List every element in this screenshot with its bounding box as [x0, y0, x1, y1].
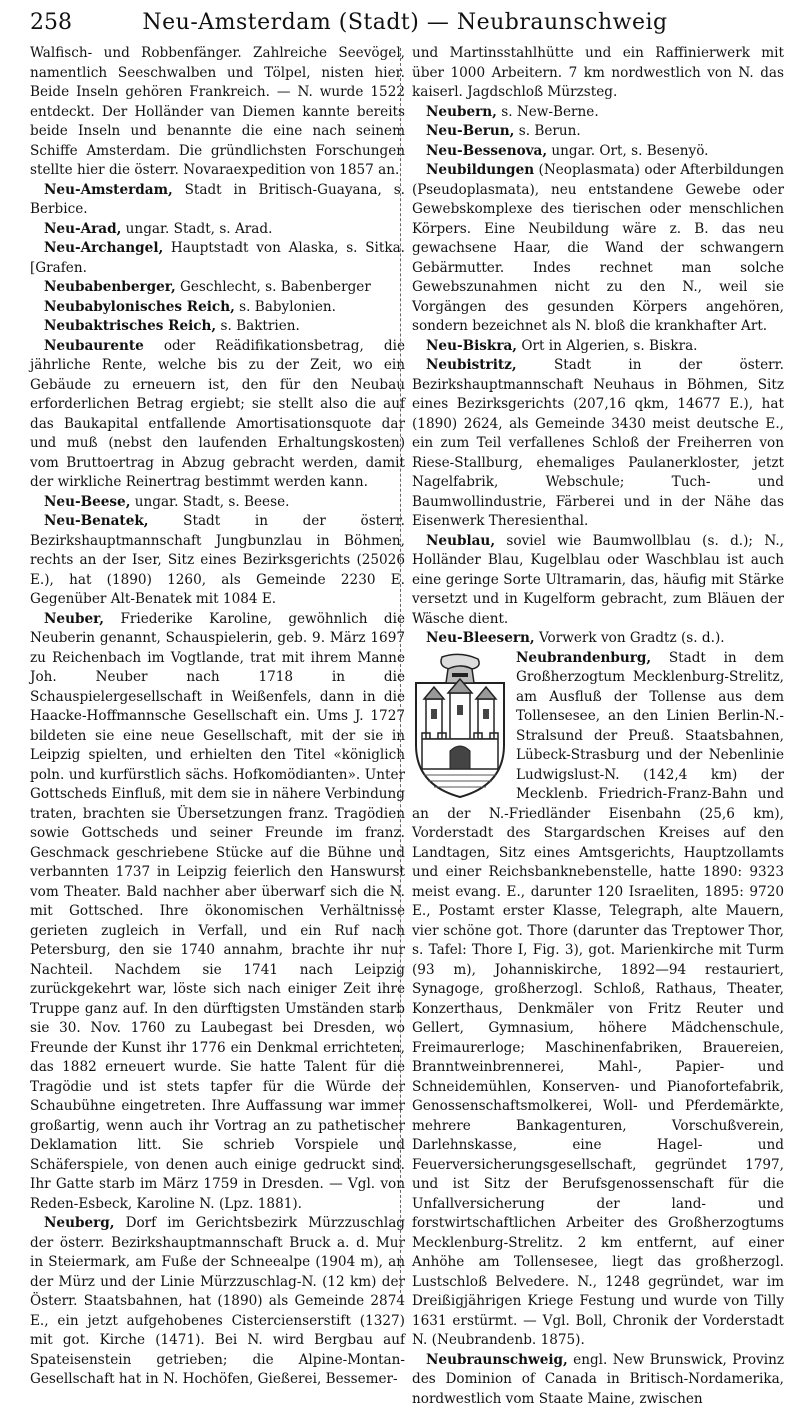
headword: Neubabylonisches Reich, [44, 299, 235, 315]
headword: Neu-Berun, [426, 123, 514, 139]
entry-text: Hauptstadt von Alaska, s. Sitka. [Grafen. [30, 240, 405, 276]
neubrandenburg-coat-of-arms-icon [412, 653, 508, 799]
entry-text: soviel wie Baumwollblau (s. d.); N., Holländer Blau, Kugelblau oder Waschblau ist auch eine geringe Sorte Ultramarin, das, häufig mit Stärke versetzt und in Kugelform gebracht, zum Bläuen der Wäsche dient. [412, 533, 784, 627]
dictionary-entry [30, 220, 405, 240]
headword: Neu-Benatek, [44, 513, 149, 529]
entry-text: Stadt in der österr. Bezirkshauptmannschaft Neuhaus in Böhmen, Sitz eines Bezirksgerichts (207,16 qkm, 14677 E.), hat (1890) 2624, als Gemeinde 3430 meist deutsche E., ein zum Teil verfallenes Schloß der Freiherren von Riese-Stallburg, ehemaliges Paulanerkloster, jetzt Nagelfabrik, Webschule; Tuch- und Baumwollindustrie, Färberei und in der Nähe das Eisenwerk Theresienthal. [412, 357, 784, 529]
dictionary-entry [30, 278, 405, 298]
entry-text: ungar. Ort, s. Besenyö. [547, 143, 708, 159]
entry-text: s. Berun. [514, 123, 580, 139]
dictionary-entry [30, 337, 405, 493]
dictionary-entry [412, 103, 784, 123]
dictionary-entry [412, 122, 784, 142]
headword: Neu-Bessenova, [426, 143, 547, 159]
dictionary-entry [412, 142, 784, 162]
dictionary-entry [30, 44, 405, 181]
headword: Neu-Amsterdam, [44, 182, 173, 198]
entry-text: ungar. Stadt, s. Beese. [130, 494, 289, 510]
dictionary-entry [412, 44, 784, 103]
dictionary-entry [412, 161, 784, 337]
entry-text: oder Reädifikationsbetrag, die jährliche Rente, welche bis zu der Zeit, wo ein Gebäude zu erneuern ist, den für den Neubau erforderlichen Betrag ergiebt; sie stellt also die auf das Baukapital entfallende Amortisationsquote dar und muß (nebst den laufenden Erhaltungskosten) vom Bruttoertrag in Abzug gebracht werden, damit der wirkliche Reinertrag bestimmt werden kann. [30, 338, 405, 491]
entry-text: Walfisch- und Robbenfänger. Zahlreiche Seevögel, namentlich Seeschwalben und Tölpel, nisten hier. Beide Inseln gehören Frankreich. — N. wurde 1522 entdeckt. Der Holländer van Diemen kannte bereits beide Inseln und benannte die eine nach seinem Schiffe Amsterdam. Die gründlichsten Forschungen stellte hier die österr. Novaraexpedition von 1857 an. [30, 45, 405, 178]
headword: Neubildungen [426, 162, 534, 178]
headword: Neuber, [44, 611, 104, 627]
right-column [412, 44, 784, 1409]
right-column-top-entries [412, 44, 784, 649]
entry-text: s. Baktrien. [216, 318, 300, 334]
left-column [30, 44, 405, 1390]
headword: Neubaktrisches Reich, [44, 318, 216, 334]
dictionary-entry [30, 239, 405, 278]
headword: Neubaurente [44, 338, 144, 354]
headword: Neu-Biskra, [426, 338, 517, 354]
headword: Neubabenberger, [44, 279, 176, 295]
running-title: Neu-Amsterdam (Stadt) — Neubraunschweig [30, 10, 780, 35]
entry-text: Vorwerk von Gradtz (s. d.). [535, 630, 725, 646]
entry-text: ungar. Stadt, s. Arad. [121, 221, 272, 237]
entry-text: und Martinsstahlhütte und ein Raffinierwerk mit über 1000 Arbeitern. 7 km nordwestlich von N. das kaiserl. Jagdschloß Mürzsteg. [412, 45, 784, 100]
entry-text: Stadt in dem Großherzogtum Mecklenburg-Strelitz, am Ausfluß der Tollense aus dem Tollensesee, an den Linien Berlin-N.-Stralsund der Preuß. Staatsbahnen, Lübeck-Strasburg und der Nebenlinie Ludwigslust-N. (142,4 km) der Mecklenb. Friedrich-Franz-Bahn und an der N.-Friedländer Eisenbahn (25,6 km), Vorderstadt des Stargardschen Kreises auf den Landtagen, Sitz eines Amtsgerichts, Hauptzollamts und einer Reichsbanknebenstelle, hatte 1890: 9323 meist evang. E., darunter 120 Israeliten, 1895: 9720 E., Postamt erster Klasse, Telegraph, alte Mauern, vier schöne got. Thore (darunter das Treptower Thor, s. Tafel: Thore I, Fig. 3), got. Marienkirche mit Turm (93 m), Johanniskirche, 1892—94 restauriert, Synagoge, großherzogl. Schloß, Rathaus, Theater, Konzerthaus, Denkmäler von Fritz Reuter und Gellert, Gymnasium, höhere Mädchenschule, Freimaurerloge; Maschinenfabriken, Brauereien, Branntweinbrennerei, Mahl-, Papier- und Schneidemühlen, Konserven- und Pianofortefabrik, Genossenschaftsmolkerei, Woll- und Pferdemärkte, mehrere Bankagenturen, Vorschußverein, Darlehnskasse, eine Hagel- und Feuerversicherungsgesellschaft, gegründet 1797, und ist Sitz der Berufsgenossenschaft für die Unfallversicherung der land- und forstwirtschaftlichen Arbeiter des Großherzogtums Mecklenburg-Strelitz. 2 km entfernt, auf einer Anhöhe am Tollensesee, liegt das großherzogl. Lustschloß Belvedere. N., 1248 gegründet, war im Dreißigjährigen Kriege Festung und wurde von Tilly 1631 erstürmt. — Vgl. Boll, Chronik der Vorderstadt N. (Neubrandenb. 1875). [412, 650, 784, 1349]
headword: Neubistritz, [426, 357, 517, 373]
page-number: 258 [30, 10, 72, 35]
dictionary-entry [412, 337, 784, 357]
dictionary-entry [30, 512, 405, 610]
headword: Neu-Bleesern, [426, 630, 535, 646]
entry-neubrandenburg [412, 649, 784, 1351]
entry-text: Stadt in der österr. Bezirkshauptmannschaft Jungbunzlau in Böhmen, rechts an der Iser, Sitz eines Bezirksgerichts (25026 E.), hat (1890) 1260, als Gemeinde 2230 E. Gegenüber Alt-Benatek mit 1084 E. [30, 513, 405, 607]
entry-text: s. New-Berne. [497, 104, 599, 120]
page-header [30, 6, 780, 42]
dictionary-entry [30, 298, 405, 318]
headword: Neubern, [426, 104, 497, 120]
dictionary-entry [412, 356, 784, 532]
dictionary-entry [30, 610, 405, 1215]
dictionary-entry [30, 1214, 405, 1390]
headword: Neuberg, [44, 1215, 115, 1231]
entry-text: Ort in Algerien, s. Biskra. [517, 338, 697, 354]
entry-text: s. Babylonien. [235, 299, 336, 315]
dictionary-entry [30, 317, 405, 337]
dictionary-entry [412, 532, 784, 630]
column-divider [400, 48, 401, 1293]
entry-text: Geschlecht, s. Babenberger [176, 279, 371, 295]
entry-text: Friederike Karoline, gewöhnlich die Neuberin genannt, Schauspielerin, geb. 9. März 1697 zu Reichenbach im Vogtlande, trat mit ihrem Manne Joh. Neuber nach 1718 in die Schauspielergesellschaft in Weißenfels, dann in die Haacke-Hoffmannsche Gesellschaft ein. Ums J. 1727 bildeten sie eine neue Gesellschaft, mit der sie in Leipzig spielten, und erhielten den Titel «königlich poln. und kurfürstlich sächs. Hofkomödianten». Unter Gottscheds Einfluß, mit dem sie in nähere Verbindung traten, brachten sie Übersetzungen franz. Tragödien sowie Gottscheds und seiner Freunde im franz. Geschmack geschriebene Stücke auf die Bühne und verbannten 1737 in Leipzig feierlich den Hanswurst vom Theater. Bald nachher aber überwarf sich die N. mit Gottsched. Ihre ökonomischen Verhältnisse gerieten zugleich in Verfall, und ein Ruf nach Petersburg, den sie 1740 annahm, brachte ihr nur Nachteil. Nachdem sie 1741 nach Leipzig zurückgekehrt war, löste sich nach einiger Zeit ihre Truppe ganz auf. In den dürftigsten Umständen starb sie 30. Nov. 1760 zu Laubegast bei Dresden, wo Freunde der Kunst ihr 1776 ein Denkmal errichteten, das 1882 erneuert wurde. Sie hatte Talent für die Tragödie und ist stets tapfer für die Würde der Schaubühne eingetreten. Ihre Auffassung war immer großartig, wenn auch ihr Vortrag an zu pathetischer Deklamation litt. Sie schrieb Vorspiele und Schäferspiele, von denen auch einige gedruckt sind. Ihr Gatte starb im März 1759 in Dresden. — Vgl. von Reden-Esbeck, Karoline N. (Lpz. 1881). [30, 611, 405, 1212]
right-column-bottom-entries [412, 1351, 784, 1409]
dictionary-entry [30, 493, 405, 513]
dictionary-entry [412, 629, 784, 649]
headword: Neu-Archangel, [44, 240, 163, 256]
dictionary-entry [30, 181, 405, 220]
entry-text: (Neoplasmata) oder Afterbildungen (Pseudoplasmata), neu entstandene Gewebe oder Gewebskomplexe des tierischen oder menschlichen Körpers. Eine Neubildung wäre z. B. das neu gewachsene Haar, die Wand der schwangern Gebärmutter. Indes rechnet man solche Gewebszunahmen nicht zu den N., weil sie Vorgängen des gesunden Körpers angehören, sondern bezeichnet als N. bloß die krankhafter Art. [412, 162, 784, 334]
headword: Neubraunschweig, [426, 1352, 568, 1368]
entry-text: Dorf im Gerichtsbezirk Mürzzuschlag der österr. Bezirkshauptmannschaft Bruck a. d. Mur in Steiermark, am Fuße der Schneealpe (1904 m), an der Mürz und der Linie Mürzzuschlag-N. (12 km) der Österr. Staatsbahnen, hat (1890) als Gemeinde 2874 E., ein jetzt aufgehobenes Cistercienserstift (1327) mit got. Kirche (1471). Bei N. wird Bergbau auf Spateisenstein getrieben; die Alpine-Montan-Gesellschaft hat in N. Hochöfen, Gießerei, Bessemer- [30, 1215, 405, 1387]
headword: Neu-Arad, [44, 221, 121, 237]
entry-text: engl. New Brunswick, Provinz des Dominion of Canada in Britisch-Nordamerika, nordwestlich vom Staate Maine, zwischen [412, 1352, 784, 1407]
entry-text: Stadt in Britisch-Guayana, s. Berbice. [30, 182, 405, 218]
headword: Neubrandenburg, [516, 650, 651, 666]
headword: Neublau, [426, 533, 495, 549]
headword: Neu-Beese, [44, 494, 130, 510]
dictionary-entry [412, 1351, 784, 1409]
